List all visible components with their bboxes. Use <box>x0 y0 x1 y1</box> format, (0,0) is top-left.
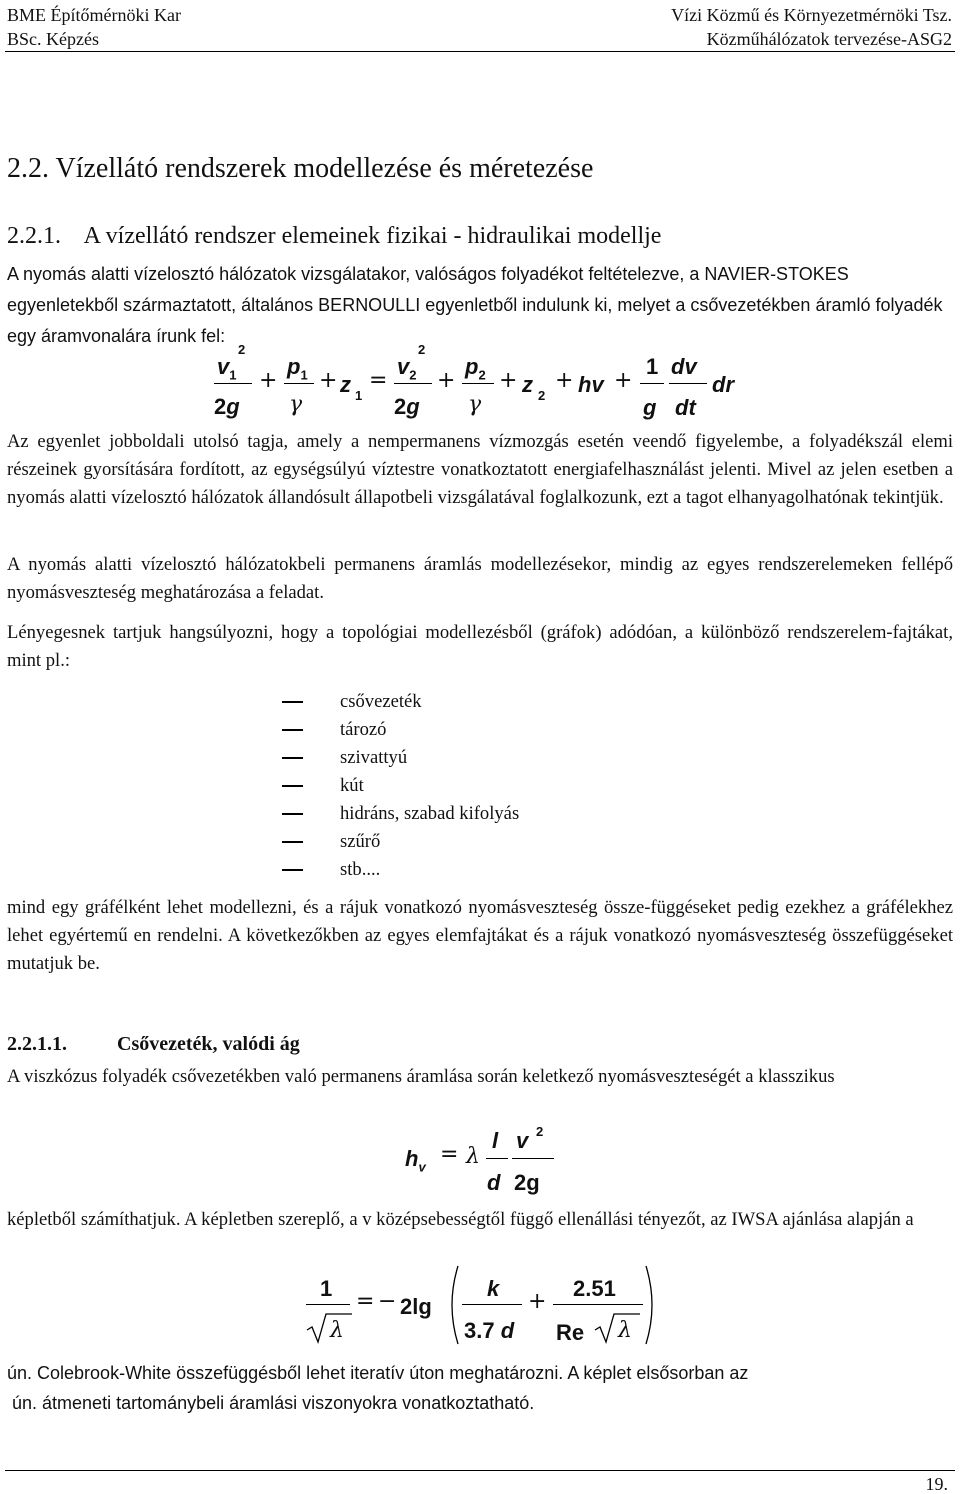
eq1-p1: $p_1$ <box>287 354 308 383</box>
eq1-equals: = <box>369 368 388 393</box>
eq3-one: 1 <box>320 1276 333 1301</box>
eq3-k: k <box>487 1276 500 1301</box>
paragraph-formula: képletből számíthatjuk. A képletben szereplő, a v középsebességtől függő ellenállási tényezőt, az IWSA ajánlása alapján a <box>7 1209 914 1230</box>
footer-rule <box>5 1470 955 1471</box>
eq1-plus5: + <box>555 368 574 393</box>
eq3-lambda2: λ <box>618 1318 632 1343</box>
header-program: BSc. Képzés <box>7 29 99 49</box>
eq1-2g-2: 2g <box>394 394 420 419</box>
eq2-l: l <box>492 1128 499 1153</box>
eq1-sq1: 2 <box>238 342 246 357</box>
eq1-bar2 <box>284 383 314 384</box>
eq1-gamma1: γ <box>289 392 303 417</box>
eq3-bar2 <box>462 1304 522 1305</box>
eq1-dv: dv <box>671 354 697 379</box>
eq3-lambda1: λ <box>330 1318 344 1343</box>
eq1-dt: dt <box>675 395 696 420</box>
eq3-bar1 <box>306 1304 350 1305</box>
eq1-plus2: + <box>319 368 338 393</box>
eq2-d: d <box>487 1170 501 1195</box>
dash-bullet <box>282 729 303 731</box>
list-item: csővezeték <box>0 688 600 716</box>
paragraph-graph: mind egy gráfélként lehet modellezni, és a rájuk vonatkozó nyomásveszteség össze-függéseket pedig ezekhez a gráfélekhez lehet egyértemű en rendelni. A következőkben az egyes elemfajtákat és a rájuk vonatkozó nyomásveszteség összefüggéseket mutatjuk be. <box>7 897 953 974</box>
eq1-2g-1: 2g <box>214 394 240 419</box>
eq2-sq: 2 <box>536 1124 544 1139</box>
bernoulli-equation <box>0 340 960 430</box>
list-item: szivattyú <box>0 744 600 772</box>
eq1-bar5 <box>640 383 664 384</box>
darcy-weisbach-equation <box>0 1120 960 1200</box>
dash-bullet <box>282 813 303 815</box>
eq3-plus: + <box>528 1289 547 1314</box>
subsection-title: 2.2.1. A vízellátó rendszer elemeinek fizikai - hidraulikai modellje <box>7 223 662 249</box>
eq3-paren-right <box>644 1265 660 1345</box>
paragraph-colebrook-2: ún. átmeneti tartománybeli áramlási viszonyokra vonatkoztatható. <box>7 1393 535 1413</box>
eq3-bar3 <box>553 1304 643 1305</box>
page-number: 19. <box>925 1474 948 1494</box>
eq3-den1: 3.7 d <box>464 1318 515 1343</box>
eq3-paren-left <box>444 1265 460 1345</box>
list-item: stb.... <box>0 856 600 884</box>
eq1-plus3: + <box>437 368 456 393</box>
eq3-minus: − <box>378 1289 397 1314</box>
eq1-bar3 <box>394 383 432 384</box>
eq3-2lg: 2lg <box>400 1294 432 1319</box>
eq1-dr: dr <box>712 372 734 397</box>
eq1-g: g <box>643 395 657 420</box>
eq1-v2: $v_2$ <box>397 354 417 383</box>
eq2-equals: = <box>440 1142 459 1167</box>
eq3-sqrt1 <box>306 1310 352 1344</box>
eq1-v1: $v_1$ <box>217 354 237 383</box>
list-item: szűrő <box>0 828 600 856</box>
eq2-2g: 2g <box>514 1170 540 1195</box>
eq1-z2-sub: 2 <box>538 388 546 403</box>
list-item: tározó <box>0 716 600 744</box>
header-rule <box>5 51 955 52</box>
paragraph-viscous: A viszkózus folyadék csővezetékben való permanens áramlása során keletkező nyomásveszteségét a klasszikus <box>7 1066 835 1087</box>
paragraph-permanent: A nyomás alatti vízelosztó hálózatokbeli permanens áramlás modellezésekor, mindig az egyes rendszerelemeken fellépő nyomásveszteség meghatározása a feladat. <box>7 554 953 603</box>
dash-bullet <box>282 785 303 787</box>
eq1-gamma2: γ <box>468 392 482 417</box>
eq2-lambda: λ <box>466 1144 480 1169</box>
eq1-bar6 <box>669 383 707 384</box>
eq1-plus4: + <box>499 368 518 393</box>
eq1-p2: $p_2$ <box>465 354 486 383</box>
eq1-plus6: + <box>614 368 633 393</box>
eq1-plus1: + <box>259 368 278 393</box>
eq1-sq2: 2 <box>418 342 426 357</box>
eq1-z1: z <box>340 372 351 397</box>
eq2-v: v <box>516 1128 529 1153</box>
paragraph-colebrook-1: ún. Colebrook-White összefüggésből lehet iteratív úton meghatározni. A képlet elsősorban az <box>7 1363 749 1383</box>
section-title: 2.2. Vízellátó rendszerek modellezése és méretezése <box>7 153 594 184</box>
eq2-hv: $h_v$ <box>405 1146 426 1175</box>
colebrook-white-equation <box>0 1262 960 1352</box>
header-department: Vízi Közmű és Környezetmérnöki Tsz. <box>671 5 952 25</box>
dash-bullet <box>282 869 303 871</box>
list-item: kút <box>0 772 600 800</box>
paragraph-unsteady: Az egyenlet jobboldali utolsó tagja, amely a nempermanens vízmozgás esetén veendő figyelembe, a folyadékszál elemi részeinek gyorsítására fordított, az egységsúlyú víztestre vonatkoztatott energiafelhasználást jelenti. Mivel az jelen esetben a nyomás alatti vízelosztó hálózatok állandósult állapotbeli vizsgálatával foglalkozunk, ezt a tagot elhanyagolhatónak tekintjük. <box>7 431 953 508</box>
eq1-z1-sub: 1 <box>355 388 363 403</box>
dash-bullet <box>282 757 303 759</box>
eq1-one: 1 <box>646 354 659 379</box>
eq3-re: Re <box>556 1320 585 1345</box>
eq1-bar4 <box>462 383 494 384</box>
subsubsection-title: 2.2.1.1. Csővezeték, valódi ág <box>7 1033 300 1055</box>
eq3-sqrt2 <box>594 1310 640 1344</box>
eq2-bar1 <box>486 1158 508 1159</box>
paragraph-topology: Lényegesnek tartjuk hangsúlyozni, hogy a topológiai modellezésből (gráfok) adódóan, a különböző rendszerelem-fajtákat, mint pl.: <box>7 622 953 671</box>
eq2-bar2 <box>512 1158 554 1159</box>
eq1-z2: z <box>522 372 533 397</box>
eq3-num2: 2.51 <box>573 1276 616 1301</box>
header-course: Közműhálózatok tervezése-ASG2 <box>706 29 952 49</box>
dash-bullet <box>282 701 303 703</box>
eq1-hv: hv <box>578 372 604 397</box>
eq3-equals: = <box>356 1289 375 1314</box>
dash-bullet <box>282 841 303 843</box>
header-faculty: BME Építőmérnöki Kar <box>7 5 181 25</box>
eq1-bar1 <box>214 383 252 384</box>
list-item: hidráns, szabad kifolyás <box>0 800 600 828</box>
paragraph-intro: A nyomás alatti vízelosztó hálózatok vizsgálatakor, valóságos folyadékot feltételezve, a NAVIER-STOKES egyenletekből származtatott, általános BERNOULLI egyenletből indulunk ki, melyet a csővezetékben áramló folyadék egy áramvonalára írunk fel: <box>7 264 943 346</box>
